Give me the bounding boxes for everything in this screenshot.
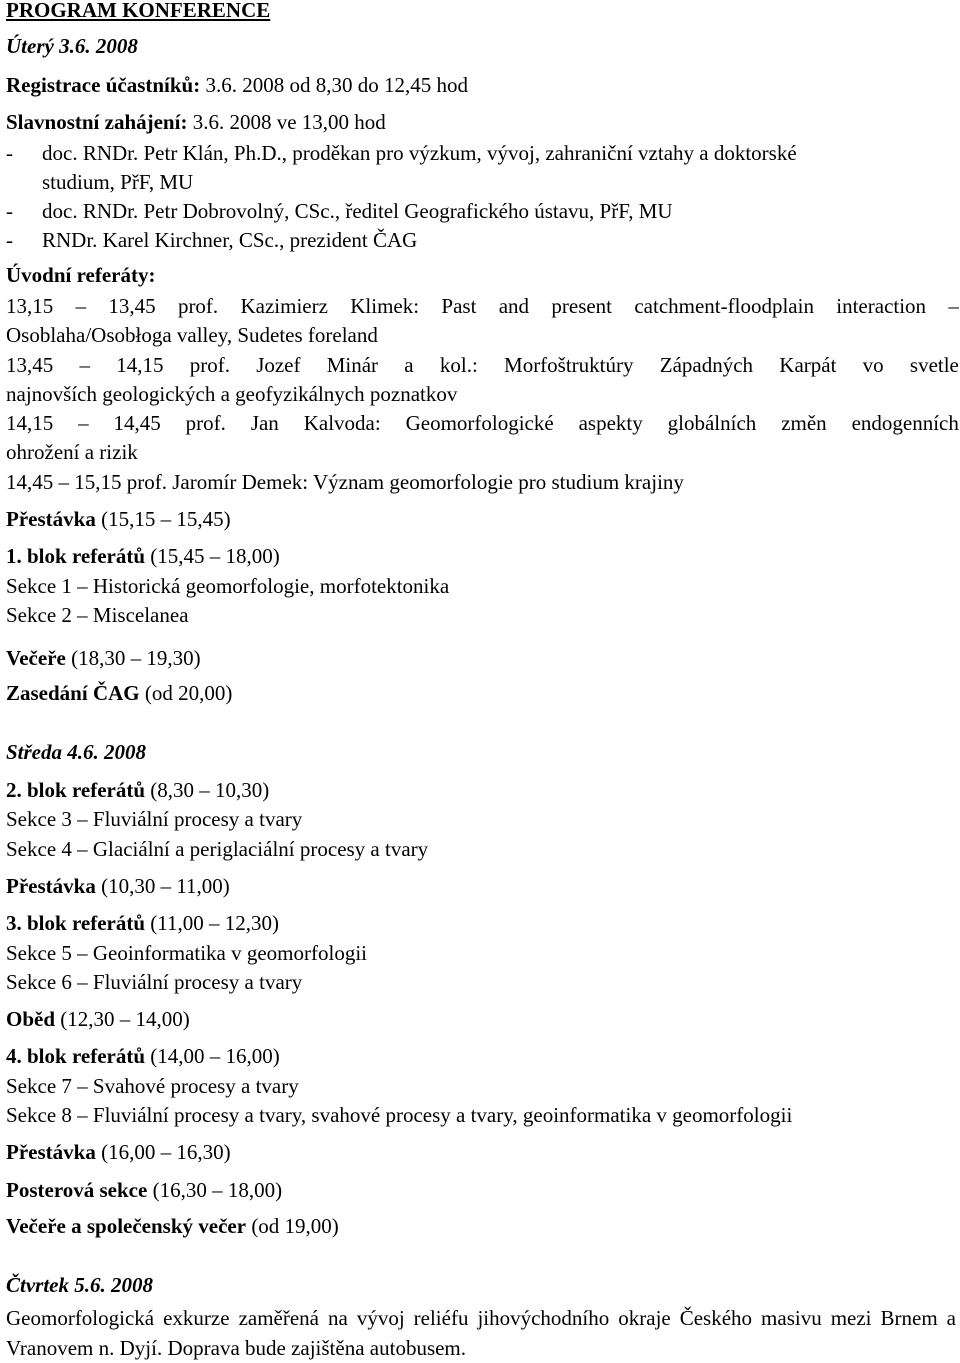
talk-word: svetle (909, 353, 959, 377)
talk-word: 14,45 (113, 411, 161, 435)
block-time: (15,45 – 18,00) (145, 544, 280, 568)
block-1 (6, 546, 280, 567)
page-title: PROGRAM KONFERENCE (6, 0, 271, 22)
talk-word: interaction (836, 294, 927, 318)
lunch-time: (12,30 – 14,00) (55, 1007, 190, 1031)
poster-section (6, 1180, 282, 1201)
talk-word: Geomorfologické (405, 411, 554, 435)
section-6: Sekce 6 – Fluviální procesy a tvary (6, 970, 303, 994)
talk-word: Klimek: (350, 294, 420, 318)
talk-word: present (551, 294, 613, 318)
meeting-label: Zasedání ČAG (6, 681, 140, 705)
break-3 (6, 1142, 231, 1163)
talk-word: globálních (667, 411, 757, 435)
speaker-3-text: RNDr. Karel Kirchner, CSc., prezident ČAG (42, 228, 418, 252)
dinner-time: (18,30 – 19,30) (65, 646, 201, 670)
opening-label: Slavnostní zahájení: (6, 110, 188, 134)
speaker-1 (6, 143, 797, 164)
dinner-label: Večeře (6, 646, 66, 670)
block-time: (11,00 – 12,30) (145, 911, 279, 935)
lunch (6, 1009, 190, 1030)
section-3: Sekce 3 – Fluviální procesy a tvary (6, 807, 303, 831)
talk-1-line (6, 296, 959, 317)
talk-word: – (75, 294, 87, 318)
talk-word: a (404, 353, 414, 377)
speaker-2 (6, 201, 673, 222)
talk-word: – (79, 353, 90, 377)
speaker-1-continuation: studium, PřF, MU (42, 170, 194, 194)
block-3 (6, 913, 279, 934)
dinner-1 (6, 648, 201, 669)
talk-word: Jozef (256, 353, 301, 377)
break-1 (6, 509, 231, 530)
talk-word: catchment-floodplain (634, 294, 814, 318)
talk-word: endogenních (851, 411, 959, 435)
break-time: (10,30 – 11,00) (95, 874, 230, 898)
break-label: Přestávka (6, 874, 96, 898)
talk-word: Morfoštruktúry (504, 353, 634, 377)
opening-time: 3.6. 2008 ve 13,00 hod (187, 110, 386, 134)
poster-time: (16,30 – 18,00) (147, 1178, 283, 1202)
social-evening-time: (od 19,00) (246, 1214, 339, 1238)
block-time: (14,00 – 16,00) (145, 1044, 280, 1068)
speaker-bullet: - (6, 199, 13, 223)
talk-word: Jan (250, 411, 279, 435)
speaker-3 (6, 230, 417, 251)
block-label: 4. blok referátů (6, 1044, 146, 1068)
block-time: (8,30 – 10,30) (145, 778, 270, 802)
talk-word: Past (441, 294, 477, 318)
talk-word: Kalvoda: (303, 411, 381, 435)
section-1: Sekce 1 – Historická geomorfologie, morfotektonika (6, 574, 450, 598)
talk-word: Kazimierz (240, 294, 328, 318)
talk-word: – (948, 294, 959, 318)
talk-3-continuation: ohrožení a rizik (6, 440, 138, 464)
day-heading-tuesday: Úterý 3.6. 2008 (6, 34, 138, 58)
talk-word: Karpát (779, 353, 837, 377)
registration-line (6, 75, 468, 96)
talk-word: Západných (659, 353, 754, 377)
talk-word: prof. (189, 353, 230, 377)
poster-label: Posterová sekce (6, 1178, 148, 1202)
talk-word: 14,15 (6, 411, 54, 435)
section-4: Sekce 4 – Glaciální a periglaciální procesy a tvary (6, 837, 429, 861)
talk-word: Minár (326, 353, 379, 377)
break-label: Přestávka (6, 1140, 96, 1164)
section-2: Sekce 2 – Miscelanea (6, 603, 189, 627)
block-label: 3. blok referátů (6, 911, 146, 935)
block-label: 1. blok referátů (6, 544, 146, 568)
speaker-1-text: doc. RNDr. Petr Klán, Ph.D., proděkan pro výzkum, vývoj, zahraniční vztahy a doktorské (42, 141, 797, 165)
talk-word: – (78, 411, 89, 435)
lunch-label: Oběd (6, 1007, 56, 1031)
talk-word: vo (862, 353, 884, 377)
talk-word: and (498, 294, 530, 318)
talk-word: aspekty (578, 411, 643, 435)
opening-line (6, 112, 386, 133)
talk-word: 13,15 (6, 294, 54, 318)
talk-2-continuation: najnovších geologických a geofyzikálnych poznatkov (6, 382, 458, 406)
talk-3-line (6, 413, 959, 434)
meeting-time: (od 20,00) (139, 681, 233, 705)
speaker-2-text: doc. RNDr. Petr Dobrovolný, CSc., ředitel Geografického ústavu, PřF, MU (42, 199, 673, 223)
block-2 (6, 780, 269, 801)
talk-word: kol.: (439, 353, 478, 377)
intro-talks-heading: Úvodní referáty: (6, 263, 156, 287)
talk-word: změn (781, 411, 827, 435)
talk-word: 14,15 (116, 353, 164, 377)
talk-word: 13,45 (108, 294, 156, 318)
social-evening (6, 1216, 339, 1237)
speaker-bullet: - (6, 141, 13, 165)
day-heading-thursday: Čtvrtek 5.6. 2008 (6, 1273, 153, 1297)
section-5: Sekce 5 – Geoinformatika v geomorfologii (6, 941, 367, 965)
talk-4-line: 14,45 – 15,15 prof. Jaromír Demek: Význam geomorfologie pro studium krajiny (6, 470, 684, 494)
talk-1-continuation: Osoblaha/Osobłoga valley, Sudetes foreland (6, 323, 378, 347)
social-evening-label: Večeře a společenský večer (6, 1214, 247, 1238)
talk-word: prof. (185, 411, 226, 435)
break-time: (16,00 – 16,30) (95, 1140, 231, 1164)
excursion-text: Geomorfologická exkurze zaměřená na vývoj reliéfu jihovýchodního okraje Českého masivu mezi Brnem a Vranovem n. Dyjí. Doprava bude zajištěna autobusem. (6, 1306, 956, 1360)
break-time: (15,15 – 15,45) (95, 507, 231, 531)
registration-time: 3.6. 2008 od 8,30 do 12,45 hod (200, 73, 468, 97)
break-label: Přestávka (6, 507, 96, 531)
block-4 (6, 1046, 280, 1067)
section-8: Sekce 8 – Fluviální procesy a tvary, svahové procesy a tvary, geoinformatika v geomorfologii (6, 1103, 793, 1127)
break-2 (6, 876, 230, 897)
speaker-bullet: - (6, 228, 13, 252)
day-heading-wednesday: Středa 4.6. 2008 (6, 740, 147, 764)
talk-word: prof. (177, 294, 219, 318)
registration-label: Registrace účastníků: (6, 73, 201, 97)
cag-meeting (6, 683, 232, 704)
talk-word: 13,45 (6, 353, 54, 377)
talk-2-line (6, 355, 959, 376)
block-label: 2. blok referátů (6, 778, 146, 802)
section-7: Sekce 7 – Svahové procesy a tvary (6, 1074, 299, 1098)
